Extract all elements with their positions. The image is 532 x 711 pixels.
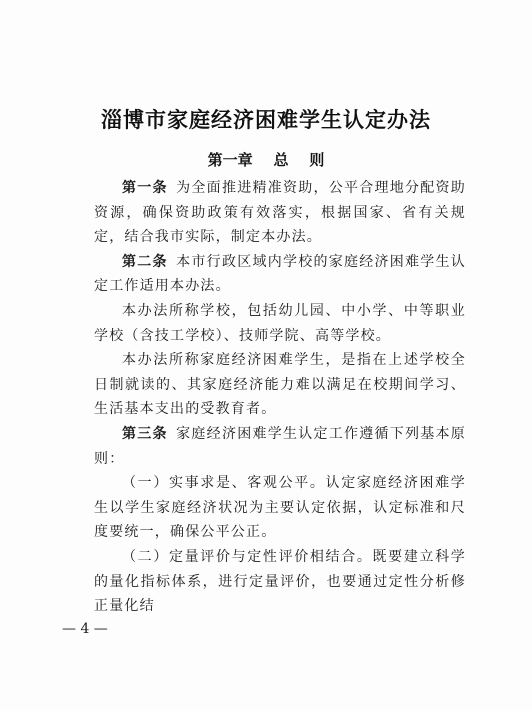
- paragraph-text: 家庭经济困难学生认定工作遵循下列基本原则：: [94, 425, 466, 467]
- paragraph: [94, 545, 466, 619]
- paragraph-text: 本办法所称学校，包括幼儿园、中小学、中等职业学校（含技工学校）、技师学院、高等学校。: [94, 302, 466, 344]
- paragraph: [94, 471, 466, 545]
- paragraph-text: 本市行政区域内学校的家庭经济困难学生认定工作适用本办法。: [94, 253, 466, 295]
- document-body: [94, 176, 466, 619]
- paragraph: [94, 250, 466, 299]
- document-title: 淄博市家庭经济困难学生认定办法: [101, 108, 431, 132]
- paragraph: [94, 348, 466, 422]
- paragraph: [94, 176, 466, 250]
- page-number: — 4 —: [62, 621, 108, 637]
- paragraph-text: （二）定量评价与定性评价相结合。既要建立科学的量化指标体系，进行定量评价，也要通过定性分析修正量化结: [94, 548, 466, 615]
- paragraph-text: 本办法所称家庭经济困难学生，是指在上述学校全日制就读的、其家庭经济能力难以满足在校期间学习、生活基本支出的受教育者。: [94, 352, 466, 418]
- paragraph-text: 为全面推进精准资助，公平合理地分配资助资源，确保资助政策有效落实，根据国家、省有关规定，结合我市实际，制定本办法。: [94, 180, 466, 246]
- article-number: 第二条: [122, 253, 168, 270]
- paragraph-text: （一）实事求是、客观公平。认定家庭经济困难学生以学生家庭经济状况为主要认定依据，认定标准和尺度要统一，确保公平公正。: [94, 475, 466, 541]
- article-number: 第一条: [122, 180, 168, 196]
- chapter-heading: 第一章 总 则: [207, 151, 325, 169]
- paragraph: [94, 299, 466, 348]
- paragraph: [94, 422, 466, 471]
- article-number: 第三条: [122, 425, 168, 442]
